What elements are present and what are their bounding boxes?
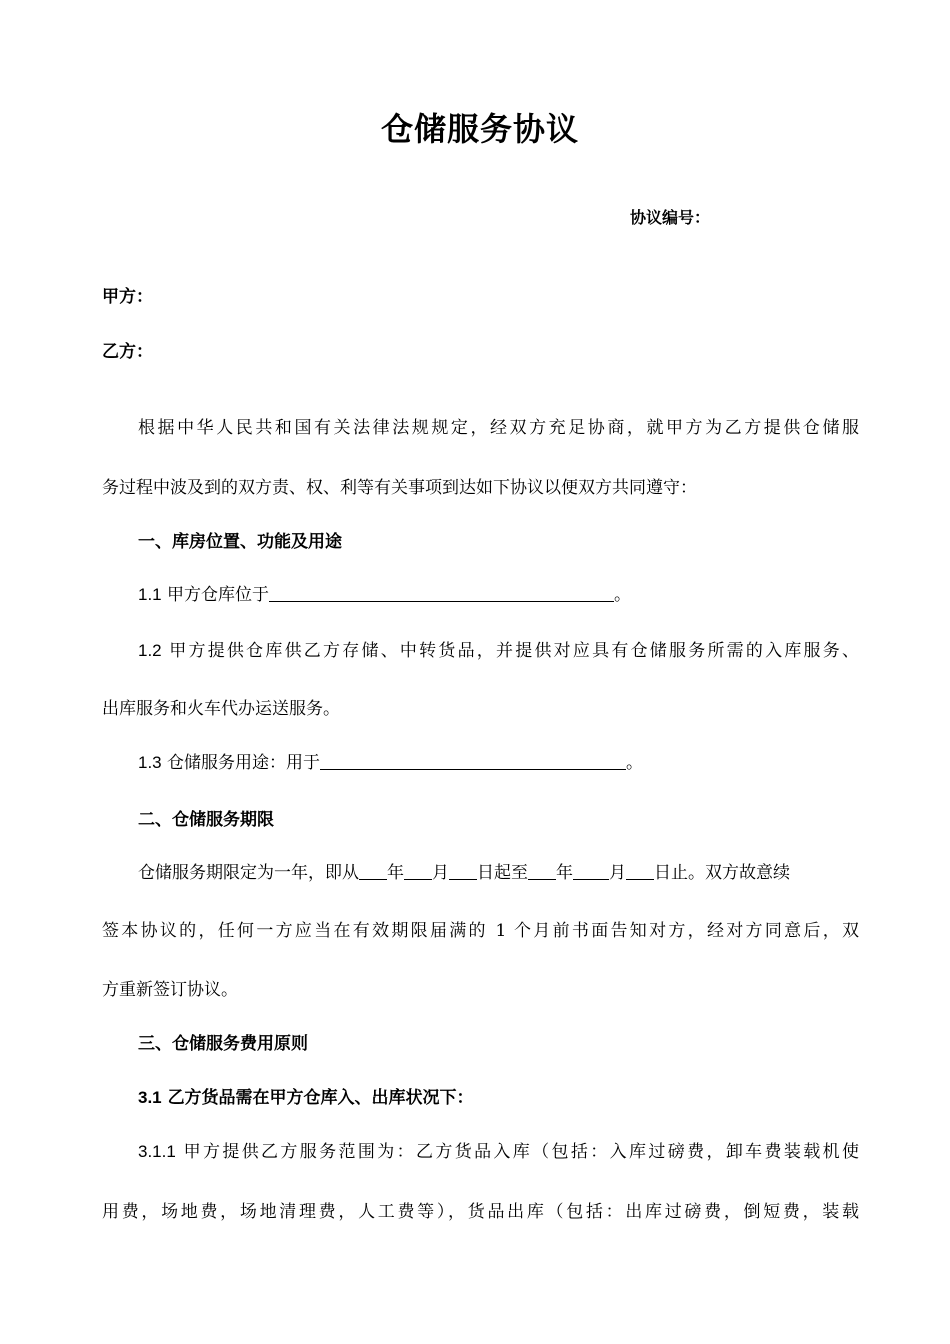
agreement-number-label: 协议编号：	[630, 208, 711, 227]
clause-1-3-end: 。	[626, 753, 644, 773]
clause-1-3	[138, 748, 898, 773]
clause-1-1	[138, 580, 898, 605]
clause-3-1-1-text: 甲方提供乙方服务范围为：乙方货品入库（包括：入库过磅费，卸车费装载机使	[183, 1142, 860, 1162]
clause-1-1-text: 甲方仓库位于	[167, 585, 270, 605]
party-a-label: 甲方：	[102, 287, 153, 307]
year-label-2: 年	[556, 863, 573, 883]
section-1-heading: 一、库房位置、功能及用途	[138, 532, 342, 552]
month-label-2: 月	[609, 863, 626, 883]
term-line-2: 签本协议的，任何一方应当在有效期限届满的 1 个月前书面告知对方，经对方同意后，双	[102, 921, 859, 941]
start-year-blank	[359, 862, 387, 880]
clause-1-2-text: 甲方提供仓库供乙方存储、中转货品，并提供对应具有仓储服务所需的入库服务、	[169, 641, 859, 661]
year-label: 年	[387, 863, 404, 883]
clause-3-1-1-number: 3.1.1	[138, 1142, 176, 1161]
clause-1-3-number: 1.3	[138, 753, 162, 772]
term-text-start: 仓储服务期限定为一年，即从	[138, 863, 359, 883]
clause-1-1-number: 1.1	[138, 585, 162, 604]
warehouse-location-blank	[269, 584, 614, 602]
section-3-heading: 三、仓储服务费用原则	[138, 1034, 308, 1054]
clause-3-1-number: 3.1	[138, 1088, 162, 1107]
intro-line-2: 务过程中波及到的双方责、权、利等有关事项到达如下协议以便双方共同遵守：	[102, 478, 697, 498]
term-line-3: 方重新签订协议。	[102, 980, 238, 1000]
start-day-blank	[449, 862, 477, 880]
section-2-heading: 二、仓储服务期限	[138, 810, 274, 830]
clause-1-2-line-1	[138, 636, 859, 661]
end-year-blank	[528, 862, 556, 880]
party-b-label: 乙方：	[102, 342, 153, 362]
document-title: 仓储服务协议	[380, 110, 579, 148]
start-month-blank	[404, 862, 432, 880]
term-line-1	[138, 858, 898, 883]
clause-3-1	[138, 1083, 898, 1108]
end-day-blank	[626, 862, 654, 880]
day-to-label: 日止。双方故意续	[654, 863, 790, 883]
clause-1-2-line-2: 出库服务和火车代办运送服务。	[102, 699, 340, 719]
clause-3-1-text: 乙方货品需在甲方仓库入、出库状况下：	[167, 1088, 474, 1108]
clause-1-1-end: 。	[614, 585, 632, 605]
intro-line-1: 根据中华人民共和国有关法律法规规定，经双方充足协商，就甲方为乙方提供仓储服	[138, 418, 859, 438]
clause-1-2-number: 1.2	[138, 641, 162, 660]
day-from-label: 日起至	[477, 863, 528, 883]
clause-3-1-1-line-2: 用费，场地费，场地清理费，人工费等），货品出库（包括：出库过磅费，倒短费，装载	[102, 1202, 859, 1222]
clause-1-3-text: 仓储服务用途：用于	[167, 753, 321, 773]
clause-3-1-1-line-1	[138, 1137, 859, 1162]
usage-blank	[320, 752, 626, 770]
month-label: 月	[432, 863, 449, 883]
end-month-blank	[573, 862, 609, 880]
